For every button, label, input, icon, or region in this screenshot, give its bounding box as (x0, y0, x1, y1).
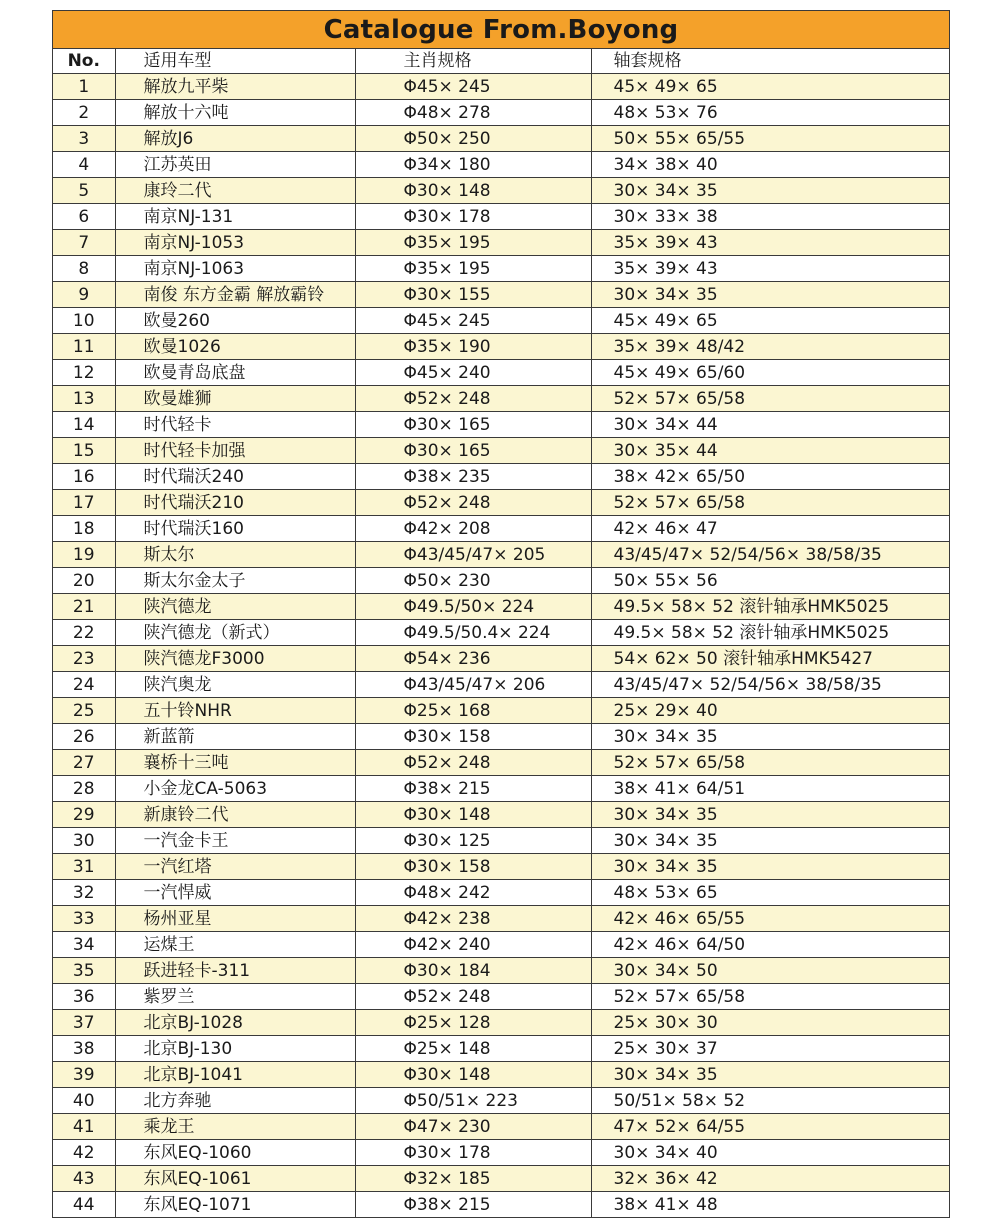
bushing-spec: 34× 38× 40 (591, 152, 949, 178)
kingpin-spec: Φ25× 148 (355, 1036, 591, 1062)
kingpin-spec: Φ42× 240 (355, 932, 591, 958)
bushing-spec: 50× 55× 56 (591, 568, 949, 594)
kingpin-spec: Φ43/45/47× 206 (355, 672, 591, 698)
table-row (53, 100, 949, 126)
row-number: 3 (53, 126, 115, 152)
row-number: 37 (53, 1010, 115, 1036)
bushing-spec: 30× 34× 40 (591, 1140, 949, 1166)
table-row (53, 1114, 949, 1140)
table-row (53, 490, 949, 516)
vehicle-model: 东风EQ-1071 (115, 1192, 355, 1218)
table-row (53, 386, 949, 412)
kingpin-spec: Φ30× 148 (355, 1062, 591, 1088)
kingpin-spec: Φ30× 178 (355, 1140, 591, 1166)
row-number: 10 (53, 308, 115, 334)
bushing-spec: 30× 34× 35 (591, 828, 949, 854)
row-number: 44 (53, 1192, 115, 1218)
kingpin-spec: Φ30× 148 (355, 802, 591, 828)
row-number: 42 (53, 1140, 115, 1166)
kingpin-spec: Φ32× 185 (355, 1166, 591, 1192)
table-row (53, 1036, 949, 1062)
kingpin-spec: Φ30× 184 (355, 958, 591, 984)
vehicle-model: 康玲二代 (115, 178, 355, 204)
table-row (53, 594, 949, 620)
table-row (53, 750, 949, 776)
vehicle-model: 陕汽德龙F3000 (115, 646, 355, 672)
row-number: 35 (53, 958, 115, 984)
kingpin-spec: Φ34× 180 (355, 152, 591, 178)
vehicle-model: 南京NJ-131 (115, 204, 355, 230)
row-number: 1 (53, 74, 115, 100)
kingpin-spec: Φ45× 245 (355, 308, 591, 334)
bushing-spec: 45× 49× 65 (591, 74, 949, 100)
table-row (53, 74, 949, 100)
table-row (53, 282, 949, 308)
vehicle-model: 时代瑞沃160 (115, 516, 355, 542)
vehicle-model: 北方奔驰 (115, 1088, 355, 1114)
kingpin-spec: Φ30× 158 (355, 854, 591, 880)
table-row (53, 178, 949, 204)
vehicle-model: 陕汽德龙（新式） (115, 620, 355, 646)
table-row (53, 360, 949, 386)
table-row (53, 776, 949, 802)
table-row (53, 620, 949, 646)
kingpin-spec: Φ52× 248 (355, 386, 591, 412)
vehicle-model: 解放十六吨 (115, 100, 355, 126)
table-row (53, 464, 949, 490)
bushing-spec: 42× 46× 47 (591, 516, 949, 542)
bushing-spec: 30× 34× 44 (591, 412, 949, 438)
kingpin-spec: Φ30× 165 (355, 412, 591, 438)
bushing-spec: 52× 57× 65/58 (591, 490, 949, 516)
row-number: 4 (53, 152, 115, 178)
table-row (53, 542, 949, 568)
bushing-spec: 35× 39× 48/42 (591, 334, 949, 360)
row-number: 28 (53, 776, 115, 802)
catalogue-title: Catalogue From.Boyong (53, 11, 949, 49)
kingpin-spec: Φ52× 248 (355, 750, 591, 776)
row-number: 8 (53, 256, 115, 282)
table-row (53, 1166, 949, 1192)
row-number: 34 (53, 932, 115, 958)
row-number: 29 (53, 802, 115, 828)
bushing-spec: 43/45/47× 52/54/56× 38/58/35 (591, 542, 949, 568)
table-row (53, 906, 949, 932)
table-row (53, 204, 949, 230)
bushing-spec: 30× 34× 50 (591, 958, 949, 984)
vehicle-model: 杨州亚星 (115, 906, 355, 932)
vehicle-model: 新康铃二代 (115, 802, 355, 828)
bushing-spec: 38× 41× 64/51 (591, 776, 949, 802)
kingpin-spec: Φ30× 165 (355, 438, 591, 464)
vehicle-model: 时代轻卡加强 (115, 438, 355, 464)
header-no: No. (53, 49, 115, 74)
table-row (53, 230, 949, 256)
bushing-spec: 25× 30× 30 (591, 1010, 949, 1036)
bushing-spec: 52× 57× 65/58 (591, 750, 949, 776)
row-number: 38 (53, 1036, 115, 1062)
bushing-spec: 25× 29× 40 (591, 698, 949, 724)
kingpin-spec: Φ45× 240 (355, 360, 591, 386)
vehicle-model: 襄桥十三吨 (115, 750, 355, 776)
table-row (53, 698, 949, 724)
table-row (53, 516, 949, 542)
kingpin-spec: Φ54× 236 (355, 646, 591, 672)
header-row (53, 49, 949, 74)
bushing-spec: 30× 34× 35 (591, 802, 949, 828)
bushing-spec: 35× 39× 43 (591, 230, 949, 256)
header-model: 适用车型 (115, 49, 355, 74)
bushing-spec: 38× 41× 48 (591, 1192, 949, 1218)
bushing-spec: 52× 57× 65/58 (591, 386, 949, 412)
vehicle-model: 跃进轻卡-311 (115, 958, 355, 984)
table-row (53, 412, 949, 438)
row-number: 23 (53, 646, 115, 672)
row-number: 27 (53, 750, 115, 776)
table-row (53, 1140, 949, 1166)
bushing-spec: 52× 57× 65/58 (591, 984, 949, 1010)
vehicle-model: 北京BJ-1028 (115, 1010, 355, 1036)
row-number: 16 (53, 464, 115, 490)
bushing-spec: 30× 34× 35 (591, 854, 949, 880)
table-row (53, 1062, 949, 1088)
bushing-spec: 30× 34× 35 (591, 178, 949, 204)
table-row (53, 1192, 949, 1218)
kingpin-spec: Φ47× 230 (355, 1114, 591, 1140)
table-row (53, 1010, 949, 1036)
row-number: 18 (53, 516, 115, 542)
table-row (53, 646, 949, 672)
row-number: 17 (53, 490, 115, 516)
row-number: 6 (53, 204, 115, 230)
vehicle-model: 解放九平柴 (115, 74, 355, 100)
kingpin-spec: Φ45× 245 (355, 74, 591, 100)
catalogue-table (53, 49, 949, 1217)
kingpin-spec: Φ52× 248 (355, 490, 591, 516)
bushing-spec: 30× 34× 35 (591, 282, 949, 308)
row-number: 2 (53, 100, 115, 126)
row-number: 7 (53, 230, 115, 256)
bushing-spec: 35× 39× 43 (591, 256, 949, 282)
kingpin-spec: Φ50/51× 223 (355, 1088, 591, 1114)
row-number: 41 (53, 1114, 115, 1140)
kingpin-spec: Φ42× 208 (355, 516, 591, 542)
bushing-spec: 43/45/47× 52/54/56× 38/58/35 (591, 672, 949, 698)
row-number: 11 (53, 334, 115, 360)
row-number: 30 (53, 828, 115, 854)
table-row (53, 984, 949, 1010)
bushing-spec: 32× 36× 42 (591, 1166, 949, 1192)
row-number: 21 (53, 594, 115, 620)
vehicle-model: 北京BJ-130 (115, 1036, 355, 1062)
bushing-spec: 30× 34× 35 (591, 724, 949, 750)
vehicle-model: 南京NJ-1063 (115, 256, 355, 282)
vehicle-model: 一汽悍威 (115, 880, 355, 906)
bushing-spec: 48× 53× 76 (591, 100, 949, 126)
row-number: 40 (53, 1088, 115, 1114)
vehicle-model: 一汽金卡王 (115, 828, 355, 854)
vehicle-model: 解放J6 (115, 126, 355, 152)
bushing-spec: 47× 52× 64/55 (591, 1114, 949, 1140)
table-row (53, 438, 949, 464)
kingpin-spec: Φ48× 242 (355, 880, 591, 906)
vehicle-model: 东风EQ-1060 (115, 1140, 355, 1166)
bushing-spec: 50/51× 58× 52 (591, 1088, 949, 1114)
kingpin-spec: Φ25× 128 (355, 1010, 591, 1036)
row-number: 15 (53, 438, 115, 464)
table-row (53, 1088, 949, 1114)
table-row (53, 880, 949, 906)
vehicle-model: 江苏英田 (115, 152, 355, 178)
bushing-spec: 42× 46× 65/55 (591, 906, 949, 932)
vehicle-model: 欧曼260 (115, 308, 355, 334)
row-number: 43 (53, 1166, 115, 1192)
row-number: 24 (53, 672, 115, 698)
vehicle-model: 五十铃NHR (115, 698, 355, 724)
bushing-spec: 45× 49× 65/60 (591, 360, 949, 386)
row-number: 32 (53, 880, 115, 906)
row-number: 14 (53, 412, 115, 438)
vehicle-model: 运煤王 (115, 932, 355, 958)
table-row (53, 308, 949, 334)
row-number: 5 (53, 178, 115, 204)
row-number: 19 (53, 542, 115, 568)
kingpin-spec: Φ30× 155 (355, 282, 591, 308)
kingpin-spec: Φ50× 230 (355, 568, 591, 594)
table-header (53, 49, 949, 74)
vehicle-model: 紫罗兰 (115, 984, 355, 1010)
table-row (53, 256, 949, 282)
table-row (53, 152, 949, 178)
vehicle-model: 欧曼青岛底盘 (115, 360, 355, 386)
bushing-spec: 49.5× 58× 52 滚针轴承HMK5025 (591, 594, 949, 620)
vehicle-model: 欧曼雄狮 (115, 386, 355, 412)
table-row (53, 334, 949, 360)
kingpin-spec: Φ38× 235 (355, 464, 591, 490)
vehicle-model: 乘龙王 (115, 1114, 355, 1140)
row-number: 25 (53, 698, 115, 724)
table-row (53, 802, 949, 828)
row-number: 9 (53, 282, 115, 308)
vehicle-model: 时代瑞沃240 (115, 464, 355, 490)
table-row (53, 126, 949, 152)
bushing-spec: 50× 55× 65/55 (591, 126, 949, 152)
table-row (53, 854, 949, 880)
kingpin-spec: Φ48× 278 (355, 100, 591, 126)
bushing-spec: 38× 42× 65/50 (591, 464, 949, 490)
kingpin-spec: Φ35× 195 (355, 230, 591, 256)
vehicle-model: 时代轻卡 (115, 412, 355, 438)
bushing-spec: 42× 46× 64/50 (591, 932, 949, 958)
bushing-spec: 30× 34× 35 (591, 1062, 949, 1088)
table-row (53, 724, 949, 750)
vehicle-model: 南京NJ-1053 (115, 230, 355, 256)
vehicle-model: 一汽红塔 (115, 854, 355, 880)
row-number: 33 (53, 906, 115, 932)
vehicle-model: 斯太尔金太子 (115, 568, 355, 594)
kingpin-spec: Φ30× 125 (355, 828, 591, 854)
kingpin-spec: Φ25× 168 (355, 698, 591, 724)
kingpin-spec: Φ49.5/50× 224 (355, 594, 591, 620)
vehicle-model: 南俊 东方金霸 解放霸铃 (115, 282, 355, 308)
table-row (53, 932, 949, 958)
kingpin-spec: Φ50× 250 (355, 126, 591, 152)
row-number: 36 (53, 984, 115, 1010)
bushing-spec: 25× 30× 37 (591, 1036, 949, 1062)
table-row (53, 828, 949, 854)
kingpin-spec: Φ38× 215 (355, 1192, 591, 1218)
bushing-spec: 30× 33× 38 (591, 204, 949, 230)
table-row (53, 672, 949, 698)
kingpin-spec: Φ30× 158 (355, 724, 591, 750)
kingpin-spec: Φ38× 215 (355, 776, 591, 802)
row-number: 20 (53, 568, 115, 594)
bushing-spec: 30× 35× 44 (591, 438, 949, 464)
bushing-spec: 49.5× 58× 52 滚针轴承HMK5025 (591, 620, 949, 646)
vehicle-model: 北京BJ-1041 (115, 1062, 355, 1088)
vehicle-model: 欧曼1026 (115, 334, 355, 360)
kingpin-spec: Φ52× 248 (355, 984, 591, 1010)
bushing-spec: 54× 62× 50 滚针轴承HMK5427 (591, 646, 949, 672)
bushing-spec: 45× 49× 65 (591, 308, 949, 334)
header-bushing: 轴套规格 (591, 49, 949, 74)
row-number: 12 (53, 360, 115, 386)
vehicle-model: 小金龙CA-5063 (115, 776, 355, 802)
kingpin-spec: Φ42× 238 (355, 906, 591, 932)
vehicle-model: 新蓝箭 (115, 724, 355, 750)
catalogue-sheet (52, 10, 950, 1218)
vehicle-model: 东风EQ-1061 (115, 1166, 355, 1192)
table-row (53, 958, 949, 984)
bushing-spec: 48× 53× 65 (591, 880, 949, 906)
vehicle-model: 陕汽奥龙 (115, 672, 355, 698)
kingpin-spec: Φ35× 195 (355, 256, 591, 282)
vehicle-model: 斯太尔 (115, 542, 355, 568)
table-row (53, 568, 949, 594)
row-number: 31 (53, 854, 115, 880)
kingpin-spec: Φ30× 148 (355, 178, 591, 204)
row-number: 39 (53, 1062, 115, 1088)
kingpin-spec: Φ49.5/50.4× 224 (355, 620, 591, 646)
row-number: 13 (53, 386, 115, 412)
header-pin: 主肖规格 (355, 49, 591, 74)
kingpin-spec: Φ30× 178 (355, 204, 591, 230)
row-number: 26 (53, 724, 115, 750)
kingpin-spec: Φ43/45/47× 205 (355, 542, 591, 568)
vehicle-model: 陕汽德龙 (115, 594, 355, 620)
kingpin-spec: Φ35× 190 (355, 334, 591, 360)
vehicle-model: 时代瑞沃210 (115, 490, 355, 516)
row-number: 22 (53, 620, 115, 646)
table-body (53, 74, 949, 1218)
